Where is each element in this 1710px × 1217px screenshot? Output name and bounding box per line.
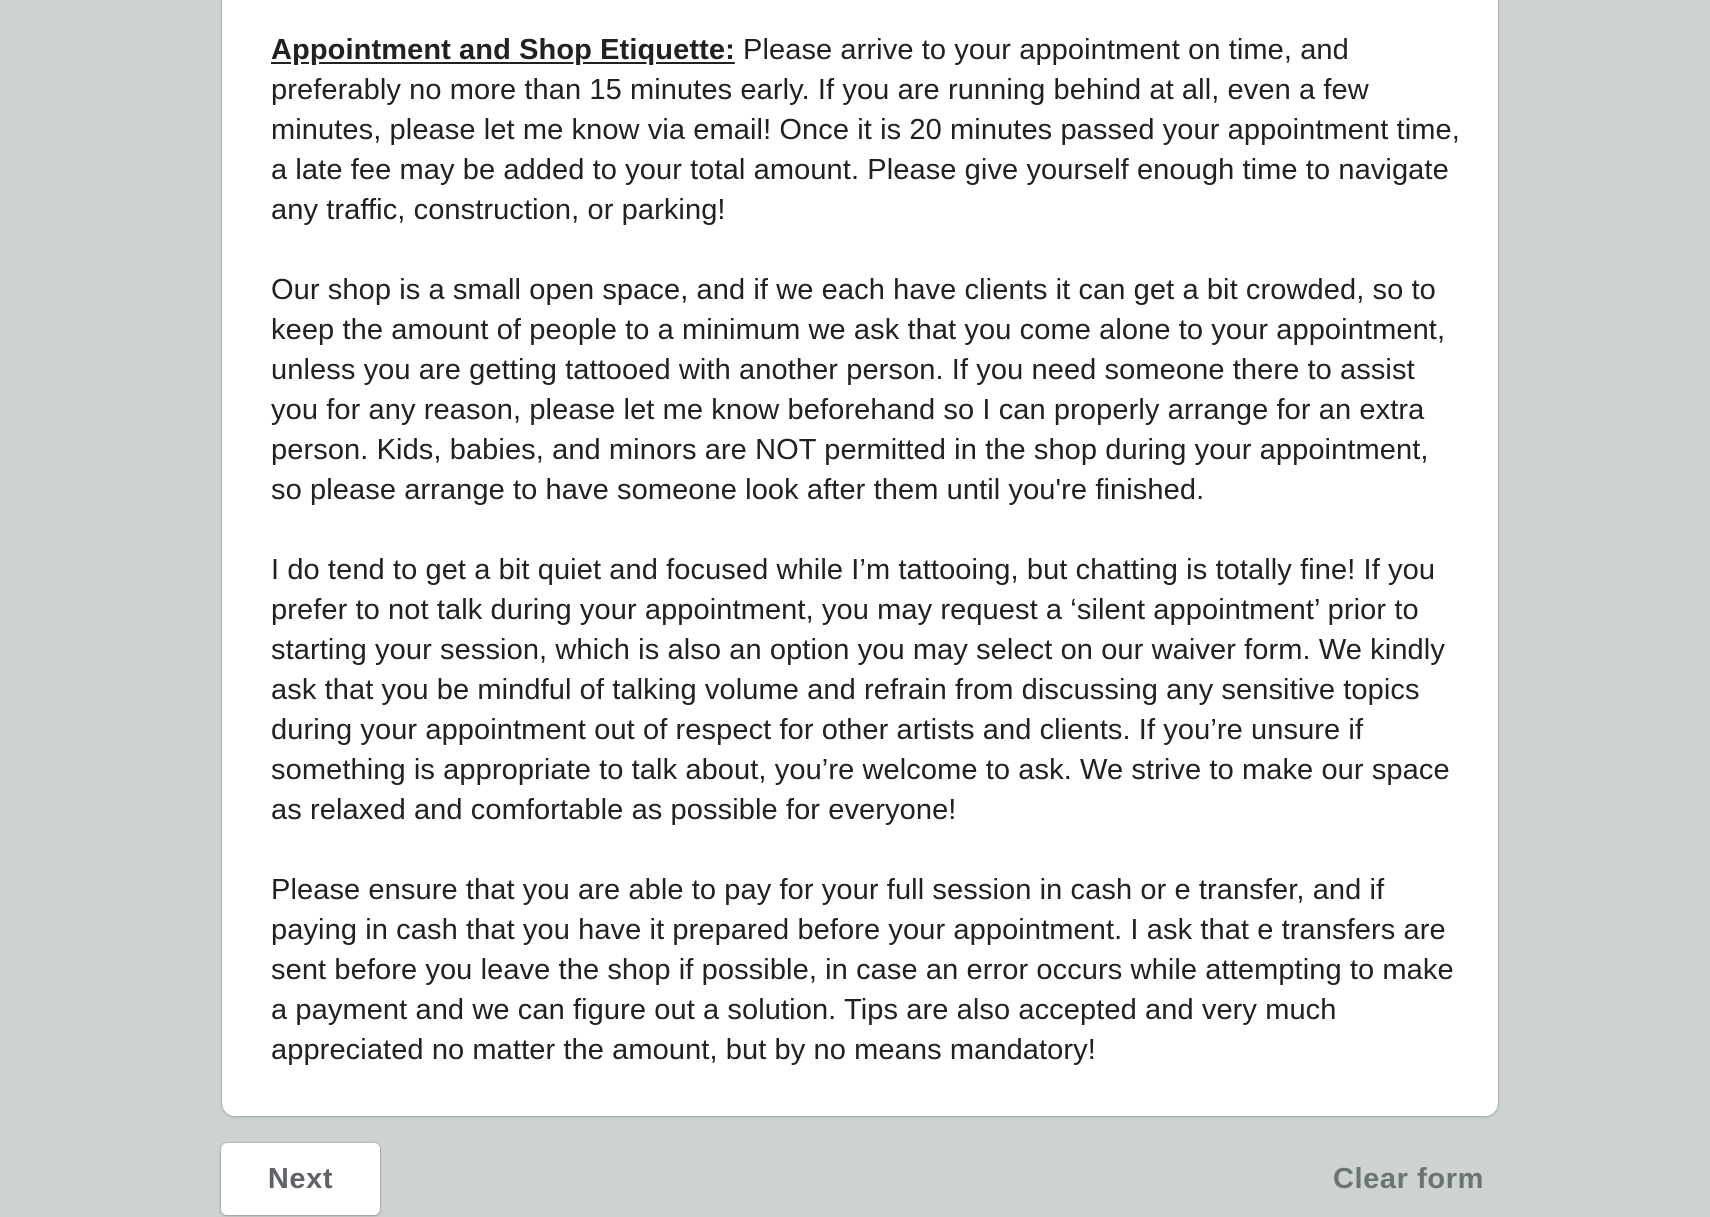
form-section-card xyxy=(222,0,1498,1116)
intro-text: Please arrive to your appointment on time, and preferably no more than 15 minutes early. If you are running behind at all, even a few minutes, please let me know via email! Once it is 20 minutes passed your appointment time, a late fee may be added to your total amount. Please give yourself enough time to navigate any traffic, construction, or parking! xyxy=(271,34,1460,226)
payment-paragraph: Please ensure that you are able to pay for your full session in cash or e transfer, and if paying in cash that you have it prepared before your appointment. I ask that e transfers are sent before you leave the shop if possible, in case an error occurs while attempting to make a payment and we can figure out a solution. Tips are also accepted and very much appreciated no matter the amount, but by no means mandatory! xyxy=(271,874,1454,1066)
clear-form-button[interactable]: Clear form xyxy=(1333,1156,1484,1202)
shop-space-paragraph: Our shop is a small open space, and if we each have clients it can get a bit crowded, so to keep the amount of people to a minimum we ask that you come alone to your appointment, unless you are getting tattooed with another person. If you need someone there to assist you for any reason, please let me know beforehand so I can properly arrange for an extra person. Kids, babies, and minors are NOT permitted in the shop during your appointment, so please arrange to have someone look after them until you're finished. xyxy=(271,274,1446,506)
section-description xyxy=(271,30,1461,1070)
next-button[interactable]: Next xyxy=(221,1143,380,1215)
conversation-paragraph: I do tend to get a bit quiet and focused while I’m tattooing, but chatting is totally fine! If you prefer to not talk during your appointment, you may request a ‘silent appointment’ prior to starting your session, which is also an option you may select on our waiver form. We kindly ask that you be mindful of talking volume and refrain from discussing any sensitive topics during your appointment out of respect for other artists and clients. If you’re unsure if something is appropriate to talk about, you’re welcome to ask. We strive to make our space as relaxed and comfortable as possible for everyone! xyxy=(271,554,1450,826)
section-heading: Appointment and Shop Etiquette: xyxy=(271,34,735,66)
intro-paragraph xyxy=(271,30,1461,230)
